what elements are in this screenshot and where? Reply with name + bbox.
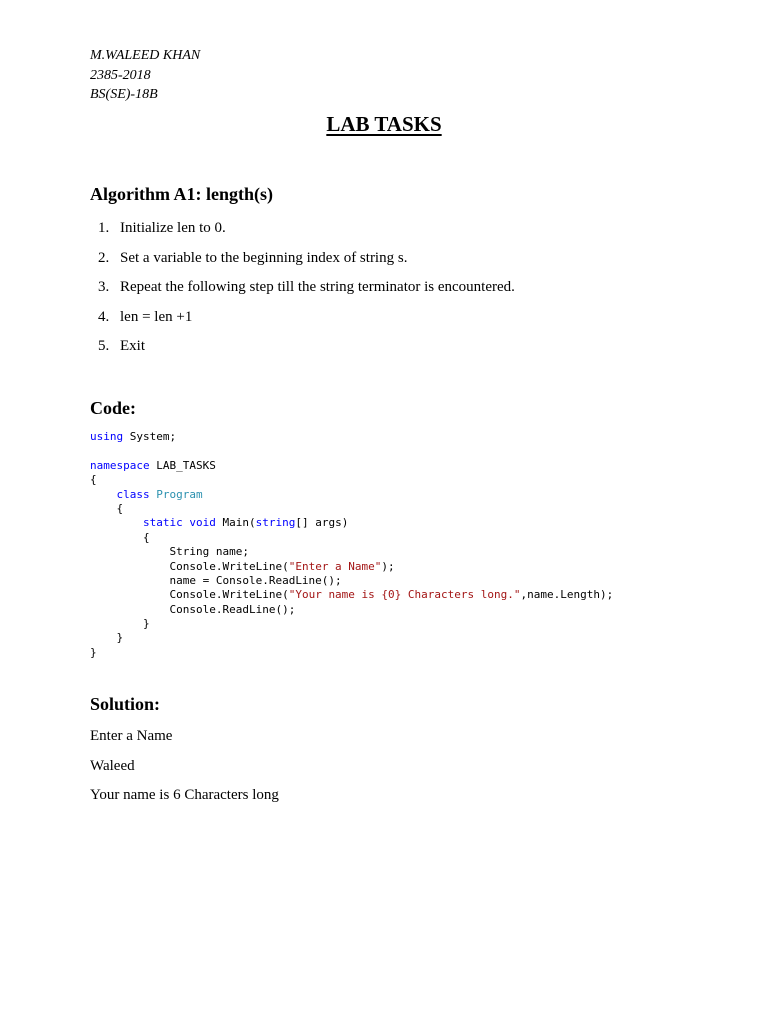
- step-number: 4.: [98, 308, 110, 325]
- code-text: LAB_TASKS: [149, 458, 216, 472]
- code-string: "Your name is {0} Characters long.": [288, 588, 521, 602]
- code-line: [90, 430, 613, 444]
- code-keyword: string: [255, 516, 296, 530]
- code-text: name = Console.ReadLine();: [169, 573, 342, 587]
- code-line: [90, 603, 613, 617]
- author-id: 2385-2018: [90, 67, 151, 83]
- code-keyword: namespace: [90, 458, 150, 472]
- code-text: );: [381, 559, 395, 573]
- code-line: [90, 488, 613, 502]
- code-text: String name;: [169, 545, 249, 559]
- algorithm-step: [90, 307, 515, 337]
- code-line: [90, 531, 613, 545]
- step-text: Exit: [120, 338, 145, 354]
- solution-output: [90, 726, 279, 815]
- solution-line: Enter a Name: [90, 728, 173, 744]
- code-brace: }: [142, 617, 150, 631]
- code-type: Program: [156, 487, 203, 501]
- code-keyword: void: [189, 516, 216, 530]
- algorithm-step: [90, 336, 515, 366]
- algorithm-step: [90, 277, 515, 307]
- code-line: [90, 473, 613, 487]
- algorithm-heading: Algorithm A1: length(s): [90, 184, 273, 204]
- code-line: [90, 631, 613, 645]
- code-brace: {: [142, 530, 150, 544]
- code-brace: }: [90, 645, 97, 659]
- code-text: [] args): [295, 516, 349, 530]
- code-text: Console.WriteLine(: [169, 559, 289, 573]
- code-line: [90, 516, 613, 530]
- code-line: [90, 560, 613, 574]
- code-line: [90, 459, 613, 473]
- code-brace: {: [90, 473, 97, 487]
- author-info: [90, 46, 200, 105]
- code-line: [90, 617, 613, 631]
- solution-line: Waleed: [90, 757, 135, 774]
- code-text: Console.ReadLine();: [169, 602, 296, 616]
- code-line: [90, 444, 613, 458]
- step-number: 2.: [98, 249, 110, 266]
- solution-heading: Solution:: [90, 694, 161, 714]
- code-string: "Enter a Name": [288, 559, 382, 573]
- document-title: LAB TASKS: [326, 112, 442, 136]
- author-program: BS(SE)-18B: [90, 87, 158, 102]
- code-brace: {: [116, 501, 124, 515]
- algorithm-steps: [90, 218, 515, 366]
- code-text: Main(: [215, 516, 256, 530]
- step-number: 5.: [98, 338, 110, 354]
- step-text: Repeat the following step till the string terminator is encountered.: [120, 279, 515, 295]
- algorithm-step: [90, 248, 515, 278]
- step-text: Set a variable to the beginning index of string s.: [120, 249, 408, 266]
- code-line: [90, 574, 613, 588]
- author-name: M.WALEED KHAN: [90, 48, 201, 63]
- step-text: len = len +1: [120, 308, 193, 325]
- code-listing: [90, 430, 613, 660]
- step-text: Initialize len to 0.: [120, 220, 226, 236]
- code-line: [90, 502, 613, 516]
- code-keyword: using: [90, 430, 124, 443]
- step-number: 1.: [98, 220, 110, 236]
- solution-line: Your name is 6 Characters long: [90, 787, 279, 803]
- code-line: [90, 545, 613, 559]
- code-line: [90, 588, 613, 602]
- code-text: System;: [123, 430, 177, 443]
- code-text: ,name.Length);: [520, 588, 614, 602]
- code-text: Console.WriteLine(: [169, 588, 289, 602]
- code-keyword: static: [142, 516, 183, 530]
- code-line: [90, 646, 613, 660]
- code-heading: Code:: [90, 398, 136, 418]
- code-brace: }: [116, 631, 124, 645]
- step-number: 3.: [98, 279, 110, 295]
- code-keyword: class: [116, 487, 150, 501]
- algorithm-step: [90, 218, 515, 248]
